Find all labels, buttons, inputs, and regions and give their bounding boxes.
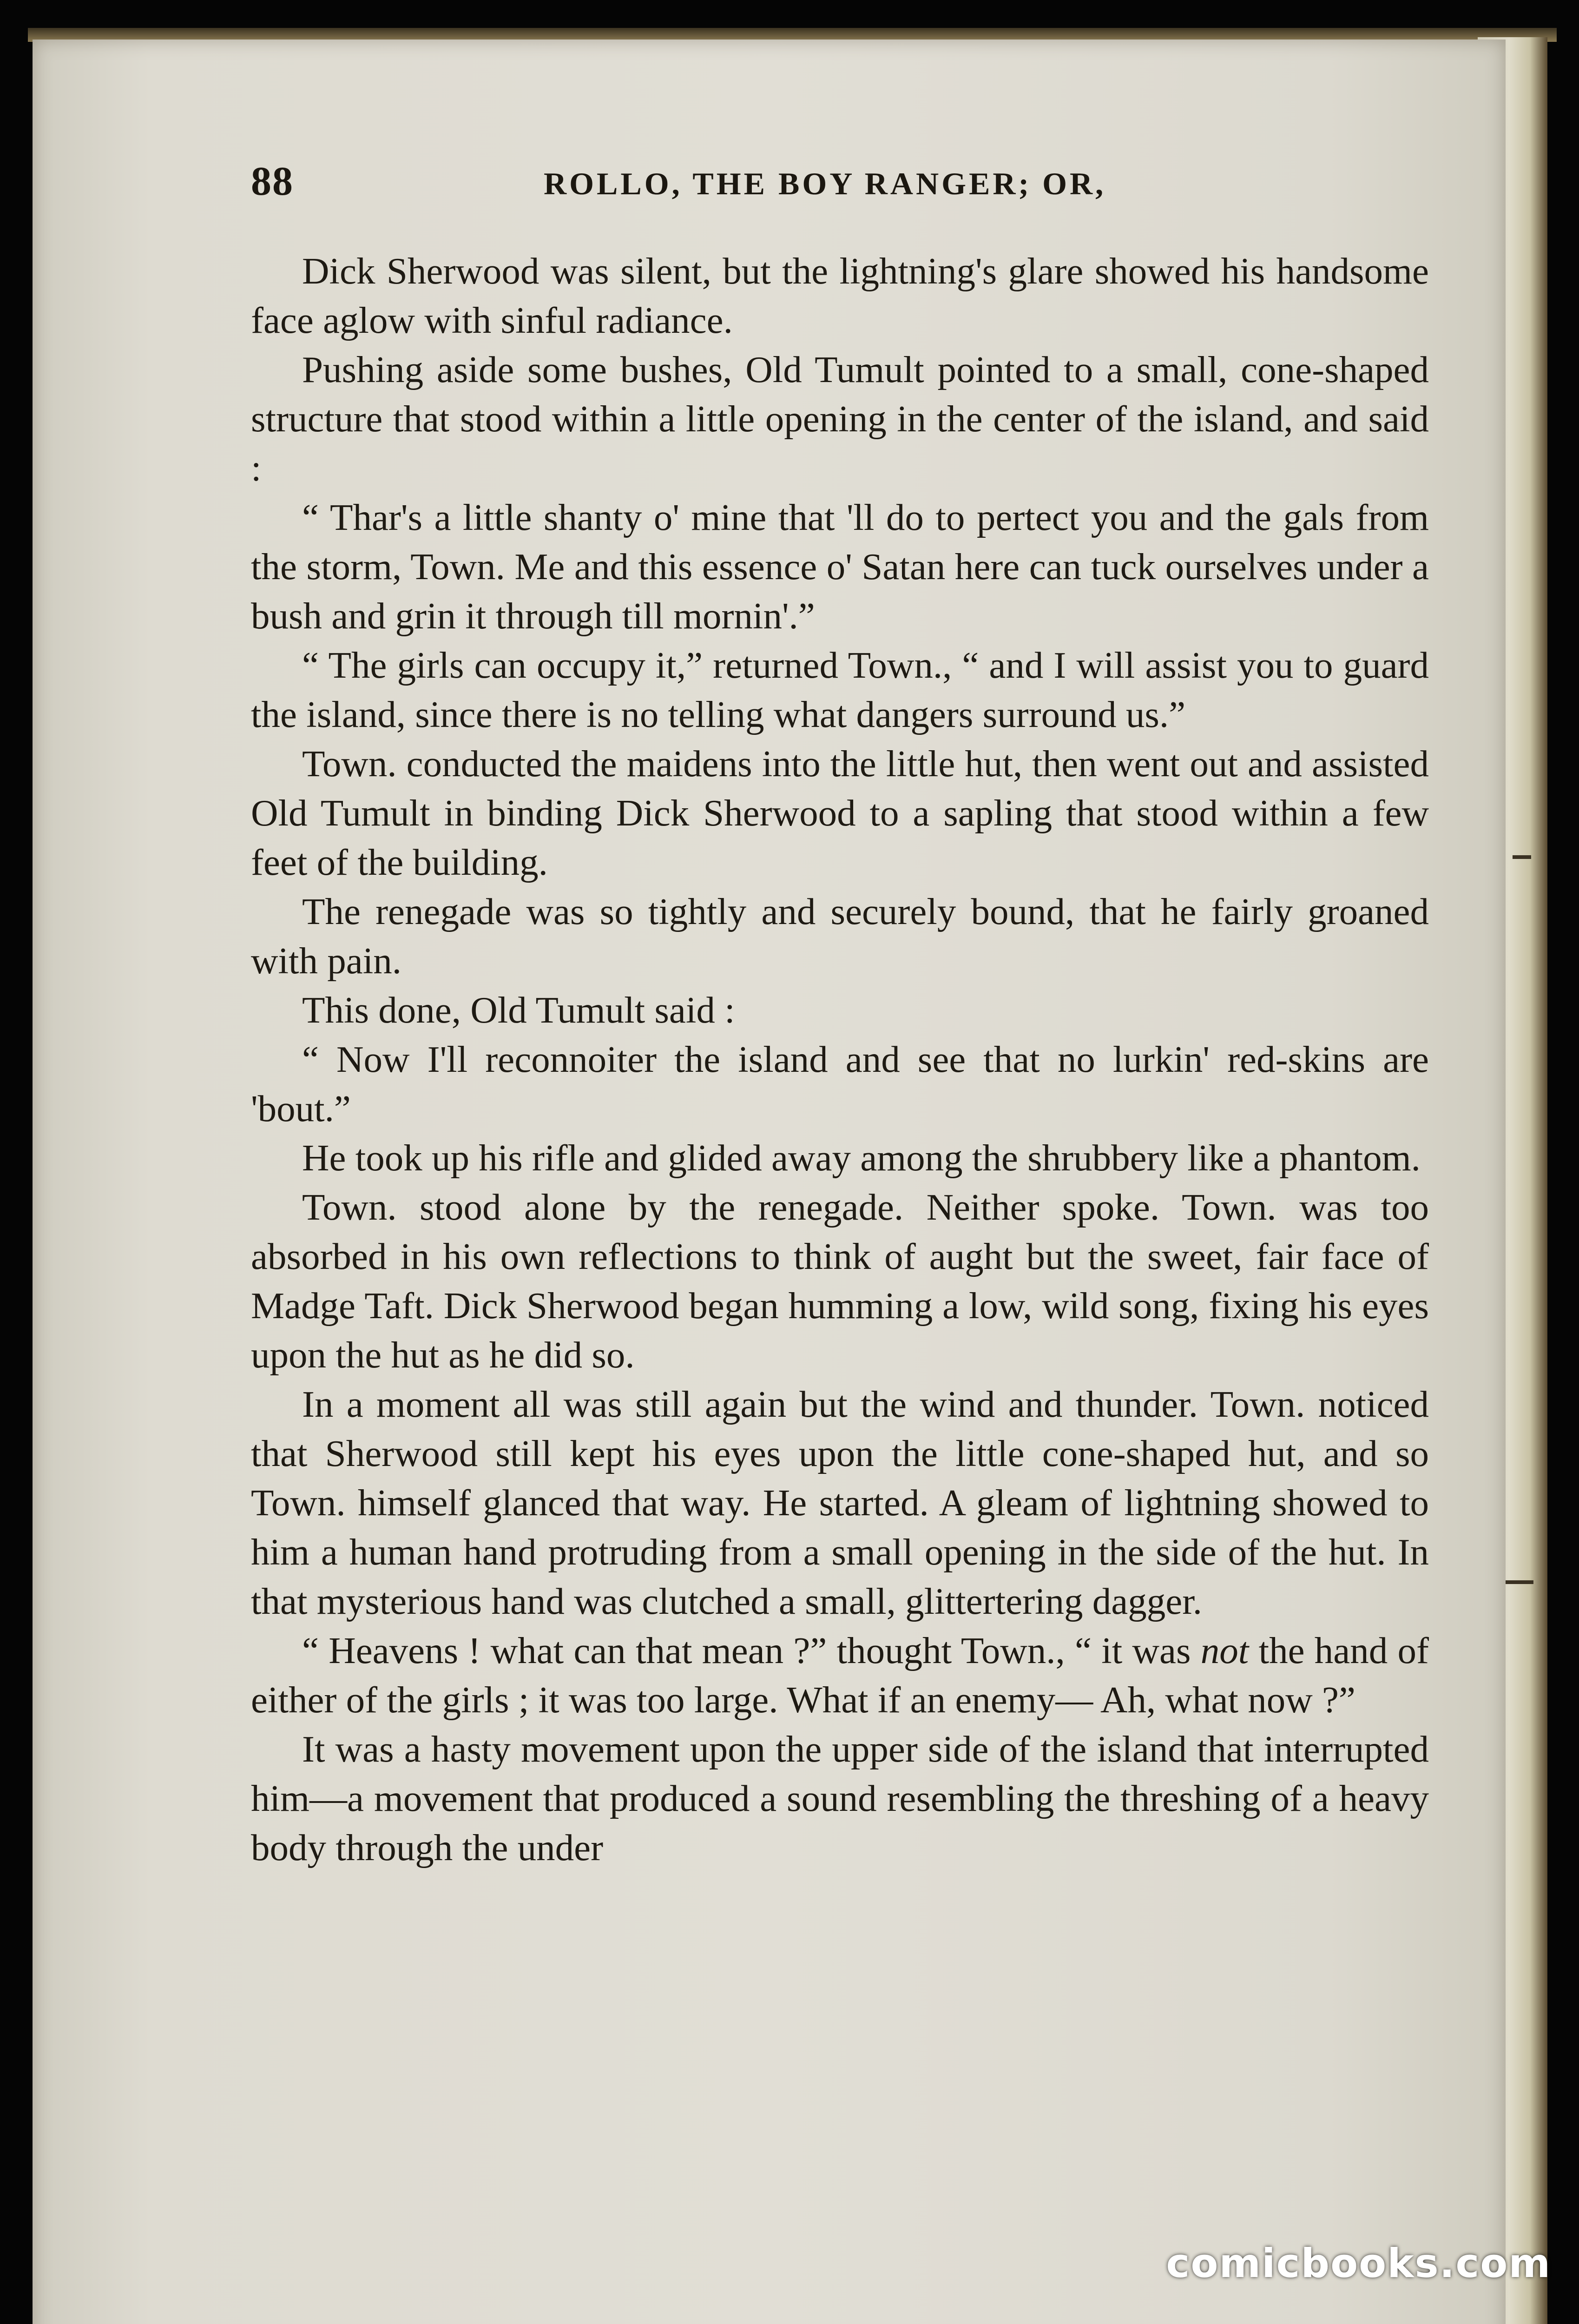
paragraph: It was a hasty movement upon the upper side of the island that interrupted him—a movement that produced a sound resembling the threshing of a heavy body through the under: [251, 1728, 1429, 1868]
watermark: comicbooks.com: [1166, 2240, 1551, 2287]
paragraph: In a moment all was still again but the wind and thunder. Town. noticed that Sherwood still kept his eyes upon the little cone-shaped hut, and so Town. himself glanced that way. He started. A gleam of lightning showed to him a human hand protruding from a small opening in the side of the hut. In that mysterious hand was clutched a small, glittertering dagger.: [251, 1383, 1429, 1622]
page-header: [251, 144, 1487, 218]
paragraph: The renegade was so tightly and securely bound, that he fairly groaned with pain.: [251, 891, 1429, 982]
paragraph: “ The girls can occupy it,” returned Town., “ and I will assist you to guard the island, since there is no telling what dangers surround us.”: [251, 644, 1429, 735]
paragraph: “ Now I'll reconnoiter the island and see that no lurkin' red-skins are 'bout.”: [251, 1038, 1429, 1129]
paragraph: Pushing aside some bushes, Old Tumult pointed to a small, cone-shaped structure that stood within a little opening in the center of the island, and said :: [251, 349, 1429, 489]
page-number: 88: [251, 159, 294, 204]
page-tear-mark: [1506, 1580, 1533, 1584]
page-tear-mark: [1513, 855, 1531, 859]
body-text: [251, 246, 1429, 1872]
paragraph: Town. conducted the maidens into the little hut, then went out and assisted Old Tumult in binding Dick Sherwood to a sapling that stood within a few feet of the building.: [251, 743, 1429, 883]
paragraph: He took up his rifle and glided away among the shrubbery like a phantom.: [302, 1137, 1421, 1179]
paragraph-text: “ Heavens ! what can that mean ?” thought Town., “ it was: [302, 1630, 1201, 1671]
paragraph: “ Thar's a little shanty o' mine that 'll do to pertect you and the gals from the storm, Town. Me and this essence o' Satan here can tuck ourselves under a bush and grin it through till mornin'.”: [251, 496, 1429, 637]
paragraph: This done, Old Tumult said :: [302, 989, 735, 1031]
running-head: ROLLO, THE BOY RANGER; OR,: [544, 166, 1106, 201]
paragraph: Town. stood alone by the renegade. Neither spoke. Town. was too absorbed in his own reflections to think of aught but the sweet, fair face of Madge Taft. Dick Sherwood began humming a low, wild song, fixing his eyes upon the hut as he did so.: [251, 1186, 1429, 1376]
paragraph-text: the hand of either of the girls ; it was too large. What if an enemy— Ah, what now ?”: [251, 1630, 1429, 1721]
paragraph: Dick Sherwood was silent, but the lightning's glare showed his handsome face aglow with sinful radiance.: [251, 250, 1429, 341]
emphasized-word: not: [1200, 1630, 1249, 1671]
paragraph: [251, 1626, 1429, 1724]
